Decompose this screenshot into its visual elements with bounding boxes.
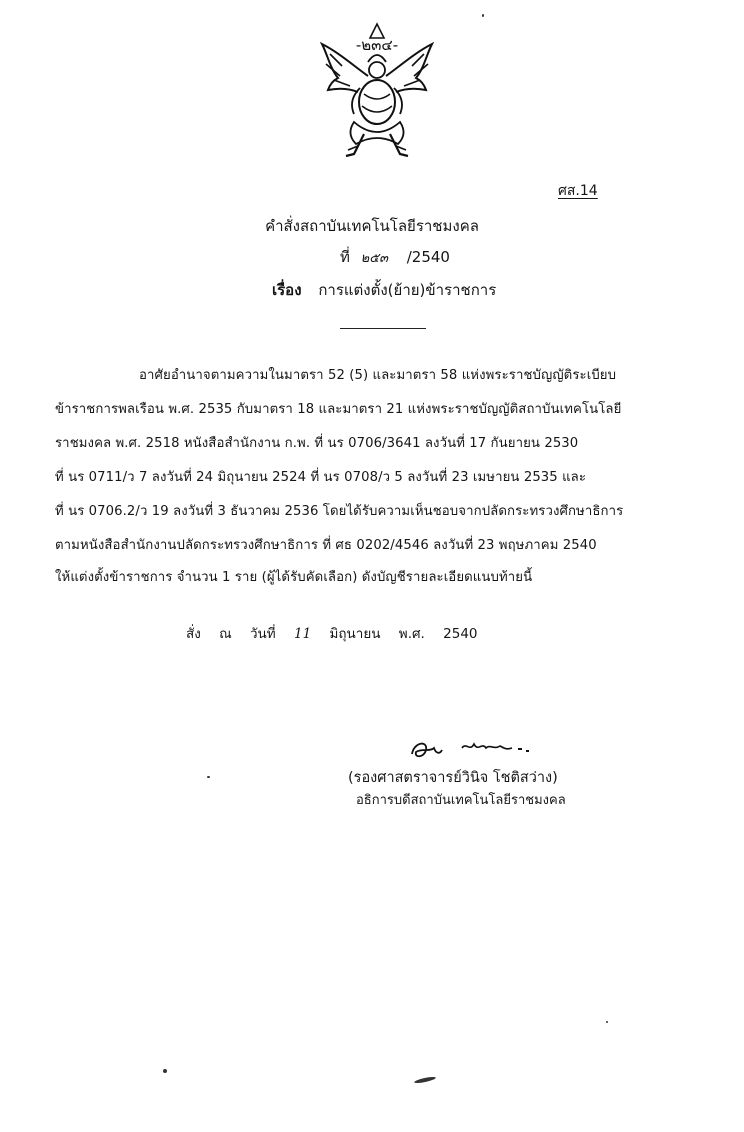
scan-speck (606, 1021, 608, 1023)
garuda-emblem-icon (318, 22, 436, 162)
body-line: ที่ นร 0711/ว 7 ลงวันที่ 24 มิถุนายน 2524 ที่ นร 0708/ว 5 ลงวันที่ 23 เมษายน 2535 และ (55, 470, 587, 485)
body-line: ข้าราชการพลเรือน พ.ศ. 2535 กับมาตรา 18 และมาตรา 21 แห่งพระราชบัญญัติสถาบันเทคโนโลยี (55, 402, 622, 417)
number-prefix: ที่ (340, 248, 350, 266)
divider (340, 328, 426, 329)
body-line: ให้แต่งตั้งข้าราชการ จำนวน 1 ราย (ผู้ได้รับคัดเลือก) ดังบัญชีรายละเอียดแนบท้ายนี้ (55, 570, 533, 585)
body-line: ตามหนังสือสำนักงานปลัดกระทรวงศึกษาธิการ ที่ ศธ 0202/4546 ลงวันที่ 23 พฤษภาคม 2540 (55, 538, 597, 553)
scan-speck (163, 1069, 167, 1073)
scan-speck (414, 1076, 436, 1084)
body-line: อาศัยอำนาจตามความในมาตรา 52 (5) และมาตรา 58 แห่งพระราชบัญญัติระเบียบ (139, 368, 617, 383)
order-date-line (186, 622, 492, 644)
page-number: -๒๓๔- (355, 36, 399, 54)
handwritten-day: 11 (293, 626, 312, 642)
subject-line (272, 278, 496, 302)
document-code: ศส.14 (558, 183, 598, 199)
handwritten-order-number: ๒๕๓ (360, 251, 388, 266)
order-number-line (340, 245, 450, 269)
order-number-year: /2540 (406, 248, 450, 266)
day-label: วันที่ (249, 626, 276, 642)
year: 2540 (443, 626, 478, 642)
body-line: ที่ นร 0706.2/ว 19 ลงวันที่ 3 ธันวาคม 2536 โดยได้รับความเห็นชอบจากปลัดกระทรวงศึกษาธิการ (55, 504, 624, 519)
body-line: ราชมงคล พ.ศ. 2518 หนังสือสำนักงาน ก.พ. ที่ นร 0706/3641 ลงวันที่ 17 กันยายน 2530 (55, 436, 579, 451)
at-word: ณ (219, 626, 232, 642)
signer-position: อธิการบดีสถาบันเทคโนโลยีราชมงคล (356, 793, 566, 808)
signer-name: (รองศาสตราจารย์วินิจ โชติสว่าง) (348, 770, 558, 786)
month: มิถุนายน (329, 626, 381, 642)
handwritten-signature-icon (408, 736, 540, 762)
scan-speck (207, 776, 210, 778)
scan-speck (482, 14, 484, 17)
document-title: คำสั่งสถาบันเทคโนโลยีราชมงคล (265, 217, 479, 235)
subject-text: การแต่งตั้ง(ย้าย)ข้าราชการ (318, 281, 497, 299)
subject-label: เรื่อง (272, 281, 302, 299)
era: พ.ศ. (398, 626, 425, 642)
ordered-word: สั่ง (186, 626, 201, 642)
